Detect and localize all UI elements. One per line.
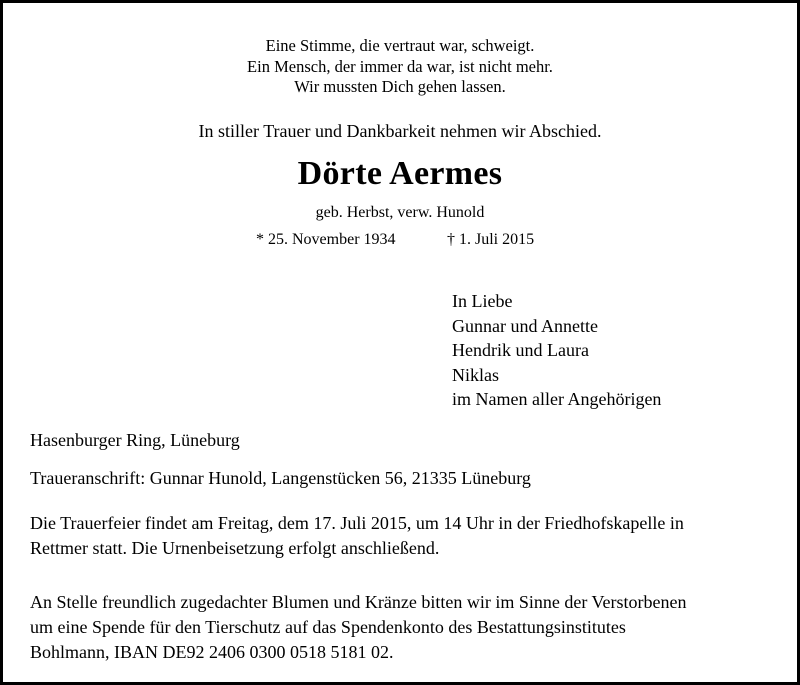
ceremony-line: Rettmer statt. Die Urnenbeisetzung erfolgt anschließend. (30, 538, 440, 558)
donation-line: um eine Spende für den Tierschutz auf das Spendenkonto des Bestattungsinstitutes (30, 617, 626, 637)
donation-line: Bohlmann, IBAN DE92 2406 0300 0518 5181 02. (30, 642, 394, 662)
family-line: im Namen aller Angehörigen (452, 389, 662, 409)
family-line: Niklas (452, 364, 499, 385)
family-line: Hendrik und Laura (452, 340, 589, 360)
ceremony-line: Die Trauerfeier findet am Freitag, dem 17. Juli 2015, um 14 Uhr in der Friedhofskapelle in (30, 513, 684, 533)
birth-date: * 25. November 1934 (256, 231, 396, 248)
family-line: Gunnar und Annette (452, 315, 598, 336)
poem (0, 36, 800, 98)
donation-line: An Stelle freundlich zugedachter Blumen und Kränze bitten wir im Sinne der Verstorbenen (30, 592, 687, 612)
intro-line: In stiller Trauer und Dankbarkeit nehmen wir Abschied. (198, 121, 602, 141)
poem-line: Ein Mensch, der immer da war, ist nicht mehr. (247, 56, 553, 76)
family-signatures (452, 289, 661, 412)
place-line: Hasenburger Ring, Lüneburg (30, 430, 240, 450)
poem-line: Eine Stimme, die vertraut war, schweigt. (265, 36, 535, 55)
ceremony-notice (30, 511, 684, 561)
deceased-name: Dörte Aermes (297, 155, 503, 192)
family-line: In Liebe (452, 291, 513, 311)
poem-line: Wir mussten Dich gehen lassen. (294, 77, 506, 96)
birth-names: geb. Herbst, verw. Hunold (315, 204, 485, 221)
death-date: † 1. Juli 2015 (447, 231, 535, 248)
donation-notice (30, 590, 686, 665)
mourning-address: Traueranschrift: Gunnar Hunold, Langenstücken 56, 21335 Lüneburg (30, 468, 531, 488)
